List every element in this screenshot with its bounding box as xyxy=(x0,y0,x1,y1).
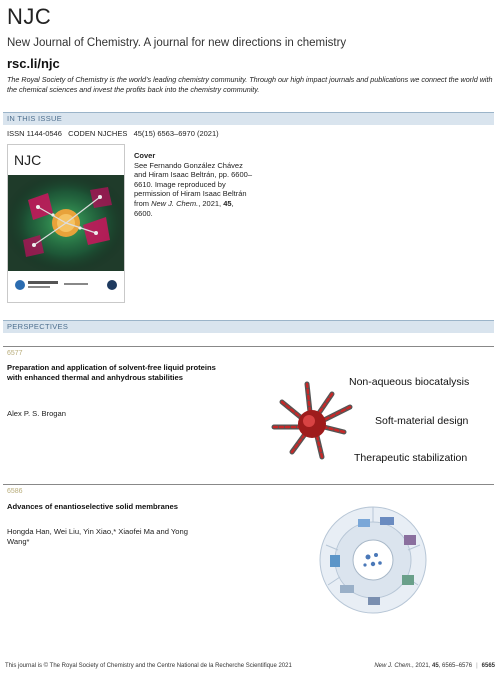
rsc-blurb: The Royal Society of Chemistry is the world’s leading chemistry community. Through our high impact journals and publications we connect the world with the chemical sciences and invest the profits back into the chemistry community. xyxy=(7,75,493,94)
footer-separator: | xyxy=(476,663,478,669)
journal-title: NJC xyxy=(7,4,52,29)
article-divider xyxy=(3,484,494,485)
article-title[interactable]: Advances of enantioselective solid membranes xyxy=(7,502,178,511)
footer-pages: , 6565–6576 xyxy=(438,663,473,669)
article-graphic xyxy=(262,370,492,475)
perspectives-bar xyxy=(3,320,494,333)
article-authors: Hongda Han, Wei Liu, Yin Xiao,* Xiaofei Ma and Yong Wang* xyxy=(7,527,188,546)
article-page-number[interactable]: 6577 xyxy=(7,350,23,357)
journal-url[interactable]: rsc.li/njc xyxy=(7,56,60,71)
cover-year: , 2021, xyxy=(198,198,224,208)
footer-journal: New J. Chem. xyxy=(374,663,412,669)
cover-heading: Cover xyxy=(134,151,156,160)
graphic-label-therapeutic: Therapeutic stabilization xyxy=(354,452,468,464)
article-authors: Alex P. S. Brogan xyxy=(7,409,66,418)
graphic-label-biocatalysis: Non-aqueous biocatalysis xyxy=(349,376,470,388)
footer-volume: 45 xyxy=(432,663,439,669)
cover-illustration xyxy=(8,145,124,302)
article-divider xyxy=(3,346,494,347)
article-title[interactable]: Preparation and application of solvent-free liquid proteins with enhanced thermal and anhydrous stabilities xyxy=(7,363,216,382)
issn-line: ISSN 1144-0546 CODEN NJCHES 45(15) 6563–6970 (2021) xyxy=(7,129,219,138)
cover-credit: See Fernando González Chávez and Hiram Isaac Beltrán, pp. 6600–6610. Image reproduced by permission of Hiram Isaac Beltrán from xyxy=(134,160,252,208)
liquid-protein-icon xyxy=(262,372,362,472)
cover-page: , 6600. xyxy=(134,198,234,218)
in-this-issue-label: IN THIS ISSUE xyxy=(7,114,63,123)
article-page-number[interactable]: 6586 xyxy=(7,488,23,495)
cover-njc-text: NJC xyxy=(14,152,42,168)
journal-subtitle: New Journal of Chemistry. A journal for new directions in chemistry xyxy=(7,37,347,49)
membrane-graphic xyxy=(318,505,428,615)
footer-citation xyxy=(374,663,495,669)
cover-image[interactable] xyxy=(7,144,125,303)
cover-volume: 45 xyxy=(223,198,232,208)
cover-journal: New J. Chem. xyxy=(151,198,199,208)
footer-page-number: 6565 xyxy=(481,663,495,669)
graphic-label-soft-material: Soft-material design xyxy=(375,415,469,427)
cover-caption xyxy=(134,151,254,218)
in-this-issue-bar xyxy=(3,112,494,125)
enantioselective-membrane-icon xyxy=(318,505,428,615)
footer-copyright: This journal is © The Royal Society of Chemistry and the Centre National de la Recherche Scientifique 2021 xyxy=(5,663,292,669)
perspectives-label: PERSPECTIVES xyxy=(7,322,69,331)
footer-year: , 2021, xyxy=(412,663,433,669)
